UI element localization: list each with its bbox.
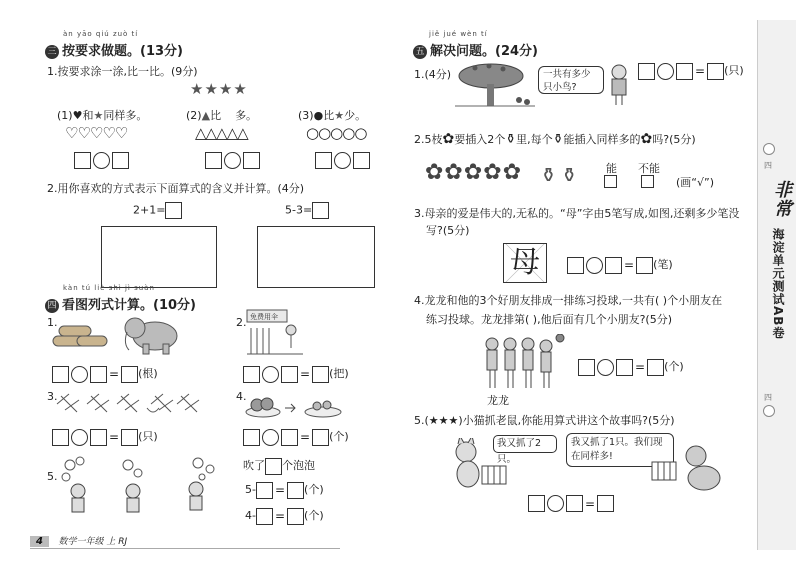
answer-box[interactable]	[638, 63, 655, 80]
section3-pinyin: àn yāo qiú zuò tí	[63, 30, 139, 38]
fruit-plates-illustration	[245, 390, 345, 420]
umbrella-stand-illustration	[243, 308, 333, 356]
eq-q5-1	[638, 62, 744, 80]
eq-q5-5	[528, 495, 614, 512]
subq-1-num: (1)	[57, 109, 73, 122]
unit-label: (个)	[304, 483, 324, 496]
children-line-illustration	[482, 334, 572, 392]
arrow-icon	[285, 404, 295, 412]
equals-sign: =	[109, 367, 120, 381]
section5-pinyin: jiě jué wèn tí	[429, 30, 488, 38]
eq-pre: 5-	[245, 483, 256, 496]
answer-box[interactable]	[312, 429, 329, 446]
answer-box[interactable]	[676, 63, 693, 80]
unit-label: (个)	[329, 430, 349, 443]
answer-box[interactable]	[265, 458, 282, 475]
answer-box[interactable]	[616, 359, 633, 376]
speech-bubble-2: 我又抓了2只。	[493, 435, 557, 453]
subq-3-num: (3)	[298, 109, 314, 122]
answer-box[interactable]	[205, 152, 222, 169]
star-icon: ★	[93, 109, 104, 122]
eq-q4-5a	[245, 481, 324, 499]
answer-box[interactable]	[52, 429, 69, 446]
q5-2-b: 要插入2个	[454, 133, 506, 146]
operator-circle[interactable]	[547, 495, 564, 512]
answer-box[interactable]	[121, 366, 138, 383]
answer-box[interactable]	[281, 366, 298, 383]
answer-box[interactable]	[90, 366, 107, 383]
compare-1	[74, 152, 129, 169]
equals-sign: =	[274, 509, 286, 523]
tree-birds-illustration	[455, 60, 535, 110]
eq-q4-2	[243, 365, 349, 383]
q5-5: 5.(★★★)小猫抓老鼠,你能用算式讲这个故事吗?(5分)	[414, 414, 675, 427]
answer-box[interactable]	[256, 482, 273, 499]
unit-label: (把)	[329, 367, 349, 380]
unit-label: (个)	[664, 360, 684, 373]
heart-icon: ♥	[72, 109, 83, 122]
q5-4-line2: 练习投球。龙龙排第( ),他后面有几个小朋友?(5分)	[426, 313, 672, 326]
q4-5-num: 5.	[47, 470, 58, 483]
footer	[30, 534, 340, 549]
dragonfly-icon	[57, 394, 199, 412]
answer-box[interactable]	[243, 152, 260, 169]
compare-circle[interactable]	[334, 152, 351, 169]
ball-icon	[556, 334, 564, 342]
neng-label: 能	[606, 162, 617, 175]
expr1: 2+1=	[133, 203, 166, 217]
answer-box[interactable]	[121, 429, 138, 446]
vases-row: ⚱⚱	[540, 163, 582, 187]
section5-number: 五	[413, 45, 427, 59]
equals-sign: =	[300, 430, 311, 444]
drawing-area-1[interactable]	[101, 226, 217, 288]
triangles-row: △△△△△	[195, 124, 248, 142]
section3-number: 三	[45, 45, 59, 59]
answer-box[interactable]	[312, 202, 329, 219]
expr2-row	[285, 202, 329, 219]
q5-2-d: 能插入同样多的	[563, 133, 641, 146]
section4-pinyin: kàn tú liè shì jì suàn	[63, 284, 155, 292]
answer-box[interactable]	[281, 429, 298, 446]
operator-circle[interactable]	[586, 257, 603, 274]
answer-box[interactable]	[567, 257, 584, 274]
operator-circle[interactable]	[262, 429, 279, 446]
bubble-line: 我又抓了1只。我们现	[571, 437, 663, 448]
hearts-row: ♡♡♡♡♡	[65, 124, 128, 142]
answer-box[interactable]	[312, 366, 329, 383]
eq-q4-3	[52, 428, 158, 446]
subq-1-mid: 和	[82, 109, 94, 122]
hua-label: (画“√”)	[676, 176, 714, 189]
answer-box[interactable]	[243, 366, 260, 383]
answer-box[interactable]	[647, 359, 664, 376]
expr1-row	[133, 202, 182, 219]
q4-3-num: 3.	[47, 390, 58, 403]
equals-sign: =	[635, 360, 646, 374]
q5-3-line1: 3.母亲的爱是伟大的,无私的。“母”字由5笔写成,如图,还剩多少笔没	[414, 207, 740, 220]
subq-2-mid: 比	[210, 109, 222, 122]
side-logo: 非常	[771, 180, 792, 218]
answer-box[interactable]	[52, 366, 69, 383]
answer-box[interactable]	[315, 152, 332, 169]
equals-sign: =	[109, 430, 120, 444]
eq-q5-4	[578, 358, 684, 376]
q4-2-num: 2.	[236, 316, 247, 329]
bubble-line: 在同样多!	[571, 451, 613, 462]
compare-3	[315, 152, 370, 169]
equals-sign: =	[695, 64, 706, 78]
binding-hole	[763, 405, 775, 417]
elephant-icon	[125, 318, 177, 354]
buneng-label: 不能	[638, 162, 660, 175]
unit-label: (笔)	[653, 258, 673, 271]
operator-circle[interactable]	[262, 366, 279, 383]
child-icon	[286, 325, 296, 335]
flower-icon: ✿	[640, 131, 653, 147]
circles-row: ○○○○○	[306, 124, 367, 142]
section3-header	[45, 40, 183, 59]
subq-2-post: 多。	[235, 109, 258, 122]
vase-icon: ⚱	[552, 132, 564, 147]
subq-2-num: (2)	[186, 109, 202, 122]
equals-sign: =	[624, 258, 635, 272]
side-title: 海淀单元测试AB卷	[771, 228, 785, 340]
boy-illustration	[608, 64, 630, 106]
answer-box[interactable]	[566, 495, 583, 512]
answer-box[interactable]	[636, 257, 653, 274]
unit-label: (个)	[304, 509, 324, 522]
bubble-children-illustration	[58, 455, 233, 520]
eq-q5-3	[567, 256, 673, 274]
page-number: 4	[30, 536, 49, 547]
bubble-line: 一共有多少	[543, 69, 591, 80]
cat-illustration-2	[650, 442, 726, 494]
unit-label: (只)	[724, 64, 744, 77]
answer-box[interactable]	[605, 257, 622, 274]
q4-4-num: 4.	[236, 390, 247, 403]
neng-checkbox[interactable]	[604, 175, 617, 188]
side-circle-1: 四	[764, 161, 772, 170]
expr2: 5-3=	[285, 203, 313, 217]
subq-3-post: 少。	[344, 109, 367, 122]
compare-2	[205, 152, 260, 169]
operator-circle[interactable]	[597, 359, 614, 376]
child-icon	[486, 338, 552, 388]
equals-sign: =	[585, 496, 596, 511]
q5-2-a: 2.5枝	[414, 133, 443, 146]
unit-label: (只)	[138, 430, 158, 443]
subq-1	[57, 107, 147, 123]
flower-icon: ✿	[442, 131, 455, 147]
star-icon: ★	[334, 109, 345, 122]
buneng-checkbox[interactable]	[641, 175, 654, 188]
vase-icon: ⚱	[505, 132, 517, 147]
equals-sign: =	[274, 483, 286, 497]
circle-icon: ●	[313, 109, 324, 122]
answer-box[interactable]	[597, 495, 614, 512]
eq-q4-1	[52, 365, 158, 383]
section4-number: 四	[45, 299, 59, 313]
q4-1-num: 1.	[47, 316, 58, 329]
q5-2-c: 里,每个	[516, 133, 553, 146]
q5-3-line2: 写?(5分)	[426, 224, 470, 237]
section5-title: 解决问题。(24分)	[430, 44, 538, 59]
side-circle-2: 四	[764, 393, 772, 402]
section4-title: 看图列式计算。(10分)	[62, 298, 196, 313]
answer-box[interactable]	[243, 429, 260, 446]
eq-pre: 4-	[245, 509, 256, 522]
answer-box[interactable]	[287, 508, 304, 525]
log-icon	[53, 326, 107, 346]
q5-2	[414, 131, 696, 147]
speech-bubble-1	[538, 66, 604, 94]
eq-q4-4	[243, 428, 349, 446]
star-row: ★★★★	[190, 80, 248, 98]
footer-text: 数学一年级 上 RJ	[58, 537, 128, 547]
subq-3	[298, 107, 366, 123]
bubble-line: 只小鸟?	[543, 82, 577, 93]
answer-box[interactable]	[528, 495, 545, 512]
longlong-label: 龙龙	[487, 394, 509, 407]
sign-text: 免费用伞	[250, 313, 278, 321]
eq-q4-5b	[245, 507, 324, 525]
operator-circle[interactable]	[657, 63, 674, 80]
unit-label: (根)	[138, 367, 158, 380]
q5-4-line1: 4.龙龙和他的3个好朋友排成一排练习投球,一共有( )个小朋友在	[414, 294, 723, 307]
bubble-count	[243, 457, 315, 475]
child-icon	[71, 482, 203, 512]
answer-box[interactable]	[74, 152, 91, 169]
triangle-icon: ▲	[201, 109, 211, 122]
bubble-count-post: 个泡泡	[282, 459, 315, 472]
dragonflies-illustration	[55, 390, 205, 418]
subq-2	[186, 107, 257, 123]
section5-header	[413, 40, 538, 59]
bubble-count-pre: 吹了	[243, 459, 265, 472]
answer-box[interactable]	[256, 508, 273, 525]
q5-2-e: 吗?(5分)	[652, 133, 696, 146]
drawing-area-2[interactable]	[257, 226, 375, 288]
compare-circle[interactable]	[93, 152, 110, 169]
question3-2: 2.用你喜欢的方式表示下面算式的含义并计算。(4分)	[47, 182, 305, 195]
mu-character-grid: 母	[503, 243, 547, 283]
q5-1: 1.(4分)	[414, 68, 452, 81]
answer-box[interactable]	[353, 152, 370, 169]
binding-hole	[763, 143, 775, 155]
flowers-row: ✿✿✿✿✿	[425, 160, 523, 185]
answer-box[interactable]	[165, 202, 182, 219]
answer-box[interactable]	[578, 359, 595, 376]
equals-sign: =	[300, 367, 311, 381]
section3-title: 按要求做题。(13分)	[62, 44, 183, 59]
logs-elephant-illustration	[45, 310, 195, 360]
answer-box[interactable]	[90, 429, 107, 446]
answer-box[interactable]	[287, 482, 304, 499]
subq-3-mid: 比	[323, 109, 335, 122]
operator-circle[interactable]	[71, 366, 88, 383]
answer-box[interactable]	[112, 152, 129, 169]
subq-1-post: 同样多。	[103, 109, 148, 122]
answer-box[interactable]	[707, 63, 724, 80]
operator-circle[interactable]	[71, 429, 88, 446]
compare-circle[interactable]	[224, 152, 241, 169]
question3-1: 1.按要求涂一涂,比一比。(9分)	[47, 65, 198, 78]
